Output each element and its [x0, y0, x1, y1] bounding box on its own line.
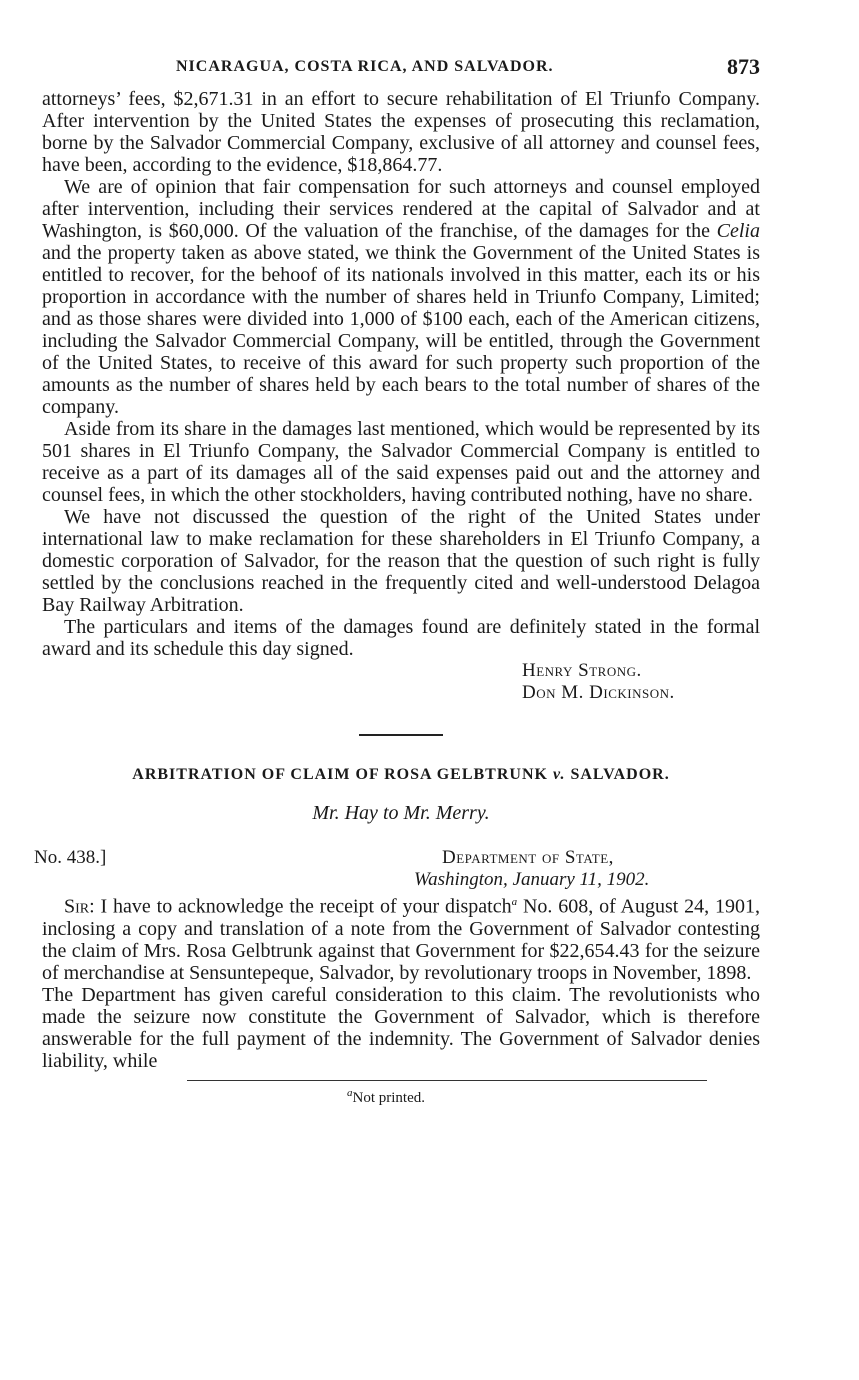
- letter-dateline: [34, 847, 760, 891]
- signature-henry-strong: Henry Strong.: [522, 660, 642, 681]
- department-name: Department of State,: [442, 847, 614, 868]
- paragraph-5: The particulars and items of the damages found are definitely stated in the formal award and its schedule this day signed.: [42, 616, 760, 660]
- letter-paragraph-1-part-b: No. 608, of August 24, 1901, inclosing a copy and translation of a note from the Government of Salvador contesting the claim of Mrs. Rosa Gelbtrunk against that Government for $22,654.43 for the seizure of merchandise at Sensuntepeque, Salvador, by revolutionary troops in November, 1898.: [42, 895, 760, 984]
- paragraph-3: Aside from its share in the damages last mentioned, which would be represented by its 501 shares in El Triunfo Company, the Salvador Commercial Company is entitled to receive as a part of its damages all of the said expenses paid out and the attorney and counsel fees, in which the other stockholders, having contributed nothing, have no share.: [42, 418, 760, 506]
- document-page: [34, 54, 760, 1107]
- salutation: Sir: [64, 895, 90, 918]
- letter-paragraph-1-part-a: : I have to acknowledge the receipt of your dispatch: [89, 895, 512, 918]
- footnote-mark: a: [347, 1086, 353, 1099]
- letter-paragraph-2: The Department has given careful consideration to this claim. The revolutionists who made the seizure now constitute the Government of Salvador, which is therefore answerable for the full payment of the indemnity. The Government of Salvador denies liability, while: [42, 983, 760, 1072]
- ship-name-celia: Celia: [716, 220, 760, 242]
- section-title-part-b: SALVADOR.: [565, 766, 670, 783]
- running-header: [42, 56, 760, 88]
- paragraph-2-part-a: We are of opinion that fair compensation for such attorneys and counsel employed after intervention, including their services rendered at the capital of Salvador and at Washington, is $60,000. Of the valuation of the franchise, of the damages for the: [42, 176, 760, 242]
- paragraph-1: attorneys’ fees, $2,671.31 in an effort to secure rehabilitation of El Triunfo Company. After intervention by the United States the expenses of prosecuting this reclamation, borne by the Salvador Commercial Company, exclusive of all attorney and counsel fees, have been, according to the evidence, $18,864.77.: [42, 88, 760, 176]
- footnote: [12, 1087, 760, 1107]
- paragraph-2-part-b: and the property taken as above stated, we think the Government of the United States is entitled to recover, for the behoof of its nationals involved in this matter, each its or his proportion in accordance with the number of shares held in Triunfo Company, Limited; and as those shares were divided into 1,000 of $100 each, each of the American citizens, including the Salvador Commercial Company, will be entitled, through the Government of the United States, to receive of this award for such property such proportion of the amounts as the number of shares held by each bears to the total number of shares of the company.: [42, 242, 760, 418]
- paragraph-2: [42, 176, 760, 418]
- page-number: 873: [727, 54, 760, 79]
- place-and-date: Washington, January 11, 1902.: [414, 869, 650, 890]
- section-divider: [359, 734, 443, 736]
- section-title-versus: v.: [552, 766, 566, 783]
- running-title: NICARAGUA, COSTA RICA, AND SALVADOR.: [176, 58, 554, 75]
- section-title-part-a: ARBITRATION OF CLAIM OF ROSA GELBTRUNK: [132, 766, 553, 783]
- footnote-text: Not printed.: [352, 1089, 425, 1106]
- signature-don-dickinson: Don M. Dickinson.: [522, 682, 675, 703]
- paragraph-4: We have not discussed the question of the right of the United States under international law to make reclamation for these shareholders in El Triunfo Company, a domestic corporation of Salvador, for the reason that the question of such right is fully settled by the conclusions reached in the frequently cited and well-understood Delagoa Bay Railway Arbitration.: [42, 506, 760, 616]
- letter-subheading: Mr. Hay to Mr. Merry.: [312, 802, 490, 824]
- footnote-divider: [187, 1080, 707, 1081]
- document-number: No. 438.]: [34, 847, 107, 868]
- footnote-reference: a: [511, 896, 518, 908]
- letter-paragraph-1: [42, 891, 760, 984]
- section-title: [42, 766, 760, 784]
